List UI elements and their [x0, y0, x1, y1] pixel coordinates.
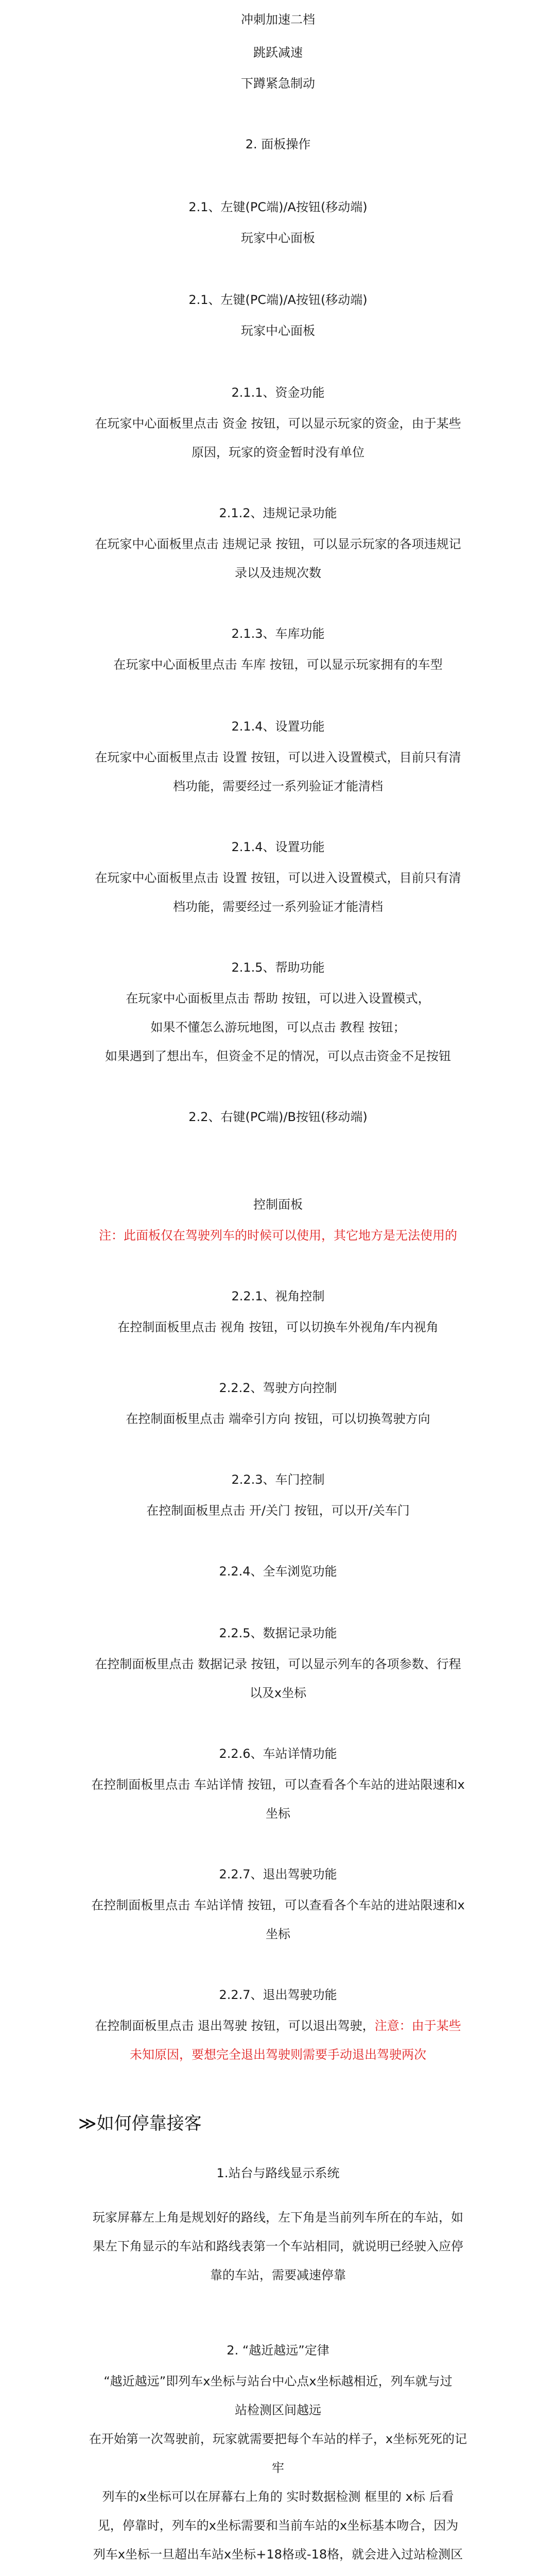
subsection-title: 2.1、左键(PC端)/A按钮(移动端)	[188, 293, 368, 307]
text-line: 在开始第一次驾驶前，玩家就需要把每个车站的样子，x坐标死死的记	[89, 2432, 467, 2446]
text-line	[0, 2018, 556, 2034]
subsection-title: 2.2.6、车站详情功能	[219, 1747, 337, 1761]
text-line: 在控制面板里点击 开/关门 按钮，可以开/关车门	[146, 1503, 410, 1518]
text-line: 见，停靠时，列车的x坐标需要和当前车站的x坐标基本吻合，因为	[97, 2518, 459, 2533]
text-line: 列车的x坐标可以在屏幕右上角的 实时数据检测 框里的 x标 后看	[102, 2489, 454, 2504]
text-line: 在玩家中心面板里点击 设置 按钮，可以进入设置模式，目前只有清	[95, 871, 461, 885]
text-line: 站检测区间越远	[235, 2403, 321, 2417]
subsection-title: 2.1、左键(PC端)/A按钮(移动端)	[188, 200, 368, 214]
text-line: 在控制面板里点击 数据记录 按钮，可以显示列车的各项参数、行程	[95, 1657, 461, 1671]
text-line: 在玩家中心面板里点击 违规记录 按钮，可以显示玩家的各项违规记	[95, 537, 461, 551]
subsection-title: 2.2.2、驾驶方向控制	[219, 1381, 337, 1395]
text-line: 坐标	[266, 1806, 290, 1821]
text-line: 在玩家中心面板里点击 帮助 按钮，可以进入设置模式，	[126, 991, 430, 1006]
text-line: 果左下角显示的车站和路线表第一个车站相同，就说明已经驶入应停	[93, 2239, 463, 2253]
text-line: 档功能，需要经过一系列验证才能清档	[173, 900, 383, 914]
text-line: 坐标	[266, 1927, 290, 1941]
text-line: 玩家中心面板	[241, 324, 315, 338]
subsection-title: 2.1.4、设置功能	[231, 840, 325, 854]
subsection-title: 2.2.4、全车浏览功能	[219, 1564, 337, 1579]
warning-note: 注意：由于某些	[374, 2019, 461, 2033]
subsection-title: 2.2.3、车门控制	[231, 1472, 325, 1487]
subsection-title: 1.站台与路线显示系统	[216, 2166, 340, 2180]
text-line: 冲刺加速二档	[241, 12, 315, 27]
text-line: 玩家屏幕左上角是规划好的路线，左下角是当前列车所在的车站，如	[93, 2210, 463, 2225]
text-line: 在控制面板里点击 视角 按钮，可以切换车外视角/车内视角	[117, 1320, 439, 1334]
text-line: 下蹲紧急制动	[241, 76, 315, 91]
text-line: 靠的车站，需要减速停靠	[210, 2268, 346, 2282]
text-line: 录以及违规次数	[235, 566, 321, 580]
subsection-title: 2.1.3、车库功能	[231, 626, 325, 641]
text-line: 在玩家中心面板里点击 资金 按钮，可以显示玩家的资金，由于某些	[95, 416, 461, 431]
subsection-title: 2. “越近越远”定律	[227, 2343, 329, 2358]
section-heading: ≫如何停靠接客	[78, 2113, 202, 2134]
text-line: 如果遇到了想出车，但资金不足的情况，可以点击资金不足按钮	[105, 1049, 451, 1063]
warning-note: 注：此面板仅在驾驶列车的时候可以使用，其它地方是无法使用的	[99, 1228, 457, 1243]
text-line: 以及x坐标	[249, 1686, 307, 1700]
text-line: 在玩家中心面板里点击 设置 按钮，可以进入设置模式，目前只有清	[95, 750, 461, 765]
text-line: 原因，玩家的资金暂时没有单位	[192, 445, 364, 460]
warning-note: 未知原因，要想完全退出驾驶则需要手动退出驾驶两次	[130, 2047, 426, 2062]
text-line: 在玩家中心面板里点击 车库 按钮，可以显示玩家拥有的车型	[113, 657, 443, 672]
panel-title: 控制面板	[253, 1197, 303, 1212]
subsection-title: 2.2.7、退出驾驶功能	[219, 1867, 337, 1882]
text-line: 跳跃减速	[253, 45, 303, 60]
text-line: 牢	[272, 2461, 284, 2475]
exit-drive-text: 在控制面板里点击 退出驾驶 按钮，可以退出驾驶，	[95, 2019, 375, 2033]
subsection-title: 2.1.4、设置功能	[231, 719, 325, 734]
subsection-title: 2.2.5、数据记录功能	[219, 1626, 337, 1640]
text-line: 档功能，需要经过一系列验证才能清档	[173, 779, 383, 793]
text-line: 玩家中心面板	[241, 231, 315, 245]
text-line: 如果不懂怎么游玩地图，可以点击 教程 按钮；	[150, 1020, 406, 1035]
text-line: 列车x坐标一旦超出车站x坐标+18格或-18格，就会进入过站检测区	[93, 2547, 463, 2562]
text-line: 在控制面板里点击 车站详情 按钮，可以查看各个车站的进站限速和x	[91, 1898, 465, 1912]
section-title: 2. 面板操作	[245, 137, 311, 151]
subsection-title: 2.2、右键(PC端)/B按钮(移动端)	[188, 1110, 368, 1124]
subsection-title: 2.1.5、帮助功能	[231, 960, 325, 975]
subsection-title: 2.2.7、退出驾驶功能	[219, 1988, 337, 2002]
text-line: 在控制面板里点击 端牵引方向 按钮，可以切换驾驶方向	[126, 1412, 430, 1426]
text-line: 在控制面板里点击 车站详情 按钮，可以查看各个车站的进站限速和x	[91, 1777, 465, 1792]
subsection-title: 2.1.2、违规记录功能	[219, 506, 337, 520]
text-line: “越近越远”即列车x坐标与站台中心点x坐标越相近，列车就与过	[103, 2374, 453, 2388]
subsection-title: 2.1.1、资金功能	[231, 385, 325, 400]
subsection-title: 2.2.1、视角控制	[231, 1289, 325, 1303]
